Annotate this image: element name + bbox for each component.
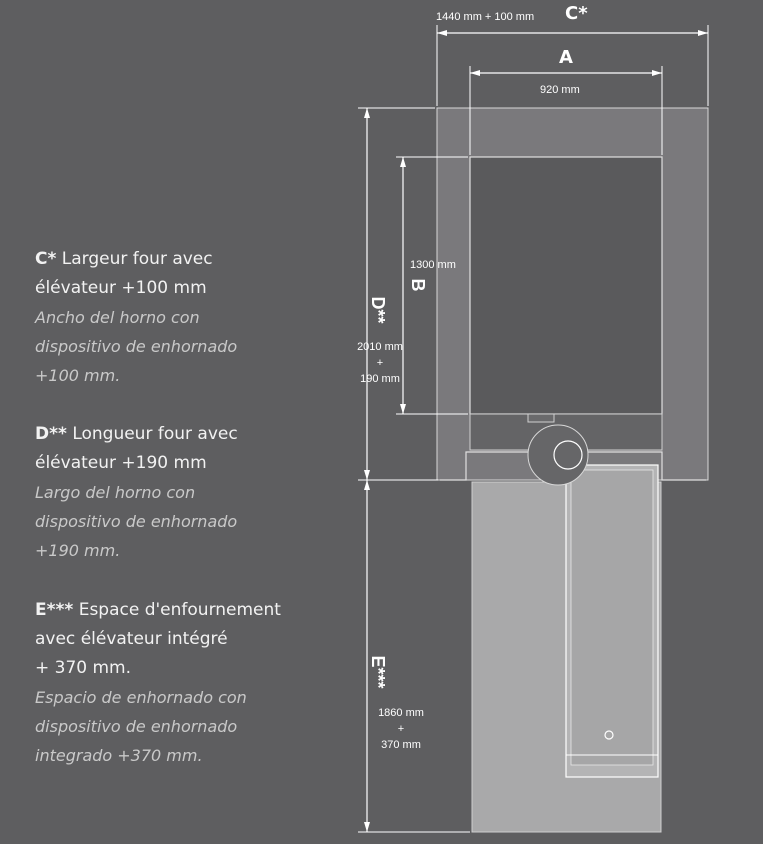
- dim-d-value-line1: 2010 mm: [357, 341, 403, 353]
- dim-c-letter: C*: [565, 3, 588, 24]
- legend-c-es-line1: Ancho del horno con: [35, 308, 200, 327]
- dim-b-value: 1300 mm: [410, 259, 456, 271]
- dim-a-arrow-left: [470, 70, 480, 76]
- legend-d-key: D**: [35, 424, 67, 444]
- dim-c-arrow-left: [437, 30, 447, 36]
- legend-c-fr-text: Largeur four avec: [61, 249, 213, 269]
- dim-b-arrow-top: [400, 157, 406, 167]
- legend-e-es-line2: dispositivo de enhornado: [35, 717, 238, 736]
- dim-e-value-line1: 1860 mm: [378, 707, 424, 719]
- dim-e-value: [372, 705, 430, 753]
- dim-c-arrow-right: [698, 30, 708, 36]
- dim-d-value-line2: 190 mm: [360, 373, 400, 385]
- legend-d-fr-line2: élévateur +190 mm: [35, 453, 207, 473]
- legend-e-es-line1: Espacio de enhornado con: [35, 688, 247, 707]
- oven-chamber: [470, 157, 662, 414]
- legend-e-key: E***: [35, 600, 74, 620]
- dim-e-value-line2: 370 mm: [381, 739, 421, 751]
- legend-e-fr-text: Espace d'enfournement: [78, 600, 281, 620]
- oven-door-handle: [528, 414, 554, 422]
- dim-d-arrow-bottom: [364, 470, 370, 480]
- dim-d-letter: D**: [368, 296, 388, 324]
- dim-d-value-plus: +: [376, 357, 384, 369]
- dim-a-value: 920 mm: [540, 84, 580, 96]
- dim-b-letter: B: [408, 278, 428, 292]
- legend-c-fr-line2: élévateur +100 mm: [35, 278, 207, 298]
- dim-a-letter: A: [559, 47, 573, 68]
- dim-b-arrow-bottom: [400, 404, 406, 414]
- legend-e-fr-line2: avec élévateur intégré: [35, 629, 228, 649]
- dim-d-arrow-top: [364, 108, 370, 118]
- dim-e-arrow-top: [364, 480, 370, 490]
- dim-c-value: 1440 mm + 100 mm: [436, 11, 535, 23]
- legend-c-key: C*: [35, 249, 57, 269]
- dim-e-value-plus: +: [397, 723, 405, 735]
- legend-c-es-line2: dispositivo de enhornado: [35, 337, 238, 356]
- legend-d-es-line1: Largo del horno con: [35, 483, 196, 502]
- dim-d-value: [351, 339, 409, 387]
- elevator-tray-inner: [571, 470, 653, 765]
- fan-housing: [528, 425, 588, 485]
- legend-e-fr-line3: + 370 mm.: [35, 658, 132, 678]
- dim-e-arrow-bottom: [364, 822, 370, 832]
- legend-d-fr-text: Longueur four avec: [72, 424, 238, 444]
- dim-e-letter: E***: [368, 655, 388, 689]
- legend-d-es-line2: dispositivo de enhornado: [35, 512, 238, 531]
- legend-d-es-line3: +190 mm.: [35, 541, 121, 560]
- legend-e-es-line3: integrado +370 mm.: [35, 746, 203, 765]
- dim-a-arrow-right: [652, 70, 662, 76]
- legend-c-es-line3: +100 mm.: [35, 366, 121, 385]
